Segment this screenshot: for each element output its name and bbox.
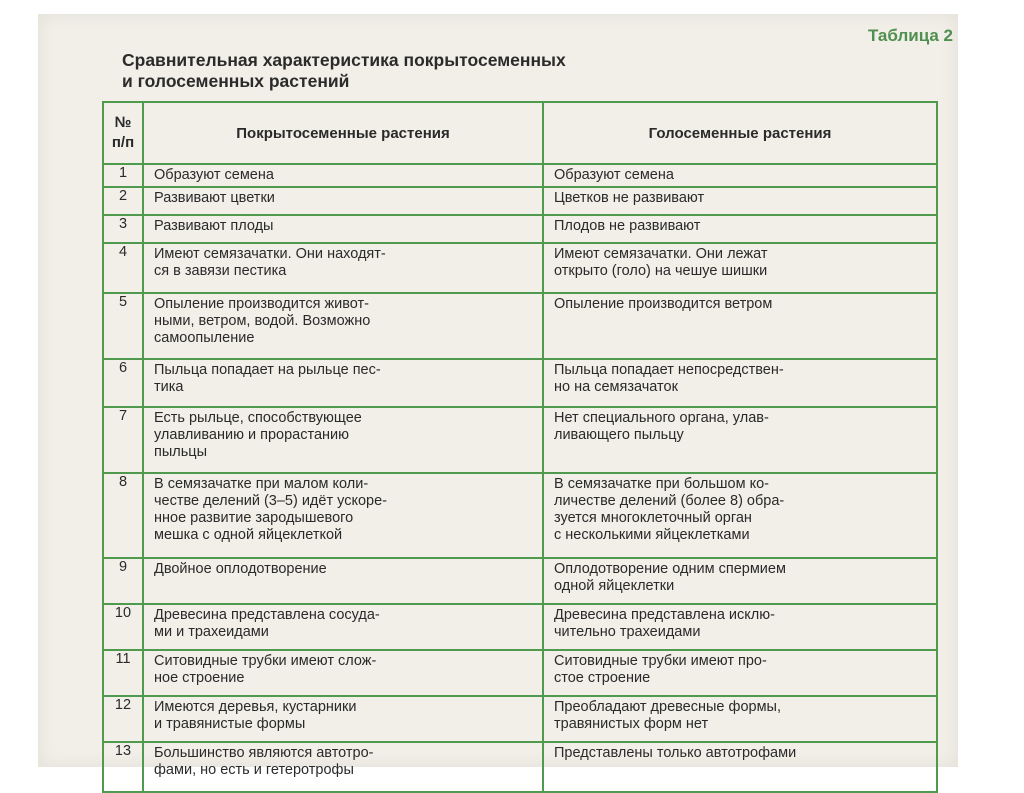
table-row: [103, 243, 937, 293]
row-number: 3: [103, 215, 143, 243]
angiosperm-trait: Двойное оплодотворение: [143, 558, 543, 604]
table-body: [103, 164, 937, 792]
angiosperm-trait: Есть рыльце, способствующее улавливанию и прорастанию пыльцы: [143, 407, 543, 473]
table-row: [103, 742, 937, 792]
table-number-label: Таблица 2: [867, 26, 953, 45]
gymnosperm-trait: Образуют семена: [543, 164, 937, 187]
row-number: 1: [103, 164, 143, 187]
row-number: 8: [103, 473, 143, 558]
gymnosperm-trait: Нет специального органа, улав- ливающего пыльцу: [543, 407, 937, 473]
table-row: [103, 473, 937, 558]
gymnosperm-trait: Оплодотворение одним спермием одной яйцеклетки: [543, 558, 937, 604]
gymnosperm-trait: Преобладают древесные формы, травянистых форм нет: [543, 696, 937, 742]
table-row: [103, 650, 937, 696]
table-row: [103, 407, 937, 473]
gymnosperm-trait: Плодов не развивают: [543, 215, 937, 243]
title-line-1: Сравнительная характеристика покрытосеменных: [122, 50, 566, 70]
angiosperm-trait: Древесина представлена сосуда- ми и трахеидами: [143, 604, 543, 650]
gymnosperm-trait: В семязачатке при большом ко- личестве делений (более 8) обра- зуется многоклеточный орган с несколькими яйцеклетками: [543, 473, 937, 558]
table-row: [103, 215, 937, 243]
row-number: 13: [103, 742, 143, 792]
angiosperm-trait: Образуют семена: [143, 164, 543, 187]
table-row: [103, 164, 937, 187]
table-row: [103, 187, 937, 215]
row-number: 12: [103, 696, 143, 742]
angiosperm-trait: Имеются деревья, кустарники и травянистые формы: [143, 696, 543, 742]
gymnosperm-trait: Цветков не развивают: [543, 187, 937, 215]
gymnosperm-trait: Опыление производится ветром: [543, 293, 937, 359]
gymnosperm-trait: Пыльца попадает непосредствен- но на семязачаток: [543, 359, 937, 407]
row-number: 10: [103, 604, 143, 650]
angiosperm-trait: Имеют семязачатки. Они находят- ся в завязи пестика: [143, 243, 543, 293]
comparison-table: [102, 101, 938, 793]
row-number: 5: [103, 293, 143, 359]
gymnosperm-trait: Представлены только автотрофами: [543, 742, 937, 792]
angiosperm-trait: Опыление производится живот- ными, ветром, водой. Возможно самоопыление: [143, 293, 543, 359]
table-row: [103, 293, 937, 359]
angiosperm-trait: Большинство являются автотро- фами, но есть и гетеротрофы: [143, 742, 543, 792]
table-row: [103, 696, 937, 742]
header-number: № п/п: [103, 102, 143, 164]
angiosperm-trait: В семязачатке при малом коли- честве делений (3–5) идёт ускоре- нное развитие зародышевого мешка с одной яйцеклеткой: [143, 473, 543, 558]
gymnosperm-trait: Имеют семязачатки. Они лежат открыто (голо) на чешуе шишки: [543, 243, 937, 293]
table-row: [103, 604, 937, 650]
row-number: 4: [103, 243, 143, 293]
angiosperm-trait: Развивают цветки: [143, 187, 543, 215]
angiosperm-trait: Развивают плоды: [143, 215, 543, 243]
table-row: [103, 558, 937, 604]
table-row: [103, 359, 937, 407]
gymnosperm-trait: Древесина представлена исклю- чительно трахеидами: [543, 604, 937, 650]
table-title: [122, 50, 822, 92]
row-number: 9: [103, 558, 143, 604]
title-line-2: и голосеменных растений: [122, 71, 350, 91]
angiosperm-trait: Ситовидные трубки имеют слож- ное строение: [143, 650, 543, 696]
header-row: [103, 102, 937, 164]
gymnosperm-trait: Ситовидные трубки имеют про- стое строение: [543, 650, 937, 696]
row-number: 7: [103, 407, 143, 473]
row-number: 2: [103, 187, 143, 215]
header-gymnosperms: Голосеменные растения: [543, 102, 937, 164]
row-number: 11: [103, 650, 143, 696]
row-number: 6: [103, 359, 143, 407]
header-angiosperms: Покрытосеменные растения: [143, 102, 543, 164]
angiosperm-trait: Пыльца попадает на рыльце пес- тика: [143, 359, 543, 407]
